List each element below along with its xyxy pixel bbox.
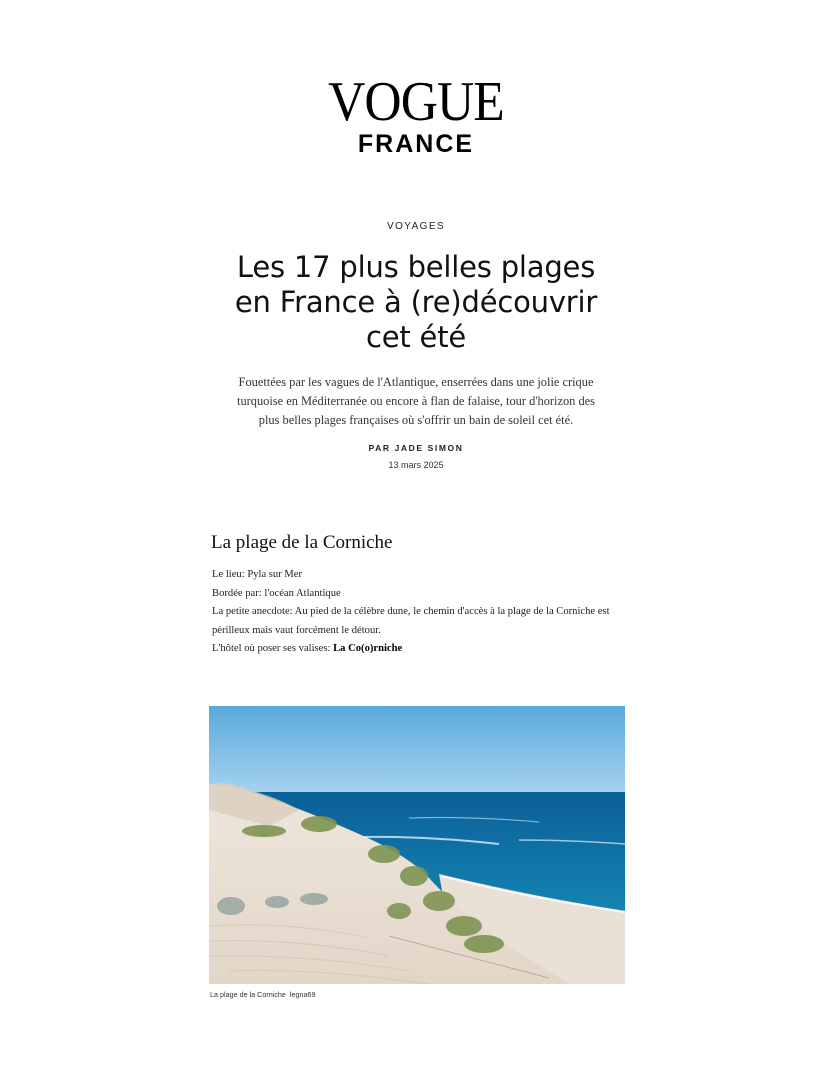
fact-anecdote-value: Au pied de la célèbre dune, le chemin d'accès à la plage de la Corniche est périlleux mais vaut forcément le détour. xyxy=(212,606,610,636)
fact-place-label: Le lieu: xyxy=(212,569,245,580)
caption-credit: legna69 xyxy=(289,990,316,999)
fact-border xyxy=(212,585,632,604)
vogue-france-logo[interactable] xyxy=(0,71,832,159)
beach-photo[interactable] xyxy=(209,706,625,984)
fact-border-label: Bordée par: xyxy=(212,587,262,599)
fact-anecdote-label: La petite anecdote: xyxy=(212,606,293,617)
publish-date: 13 mars 2025 xyxy=(388,460,444,470)
beach-photo-illustration xyxy=(209,706,625,984)
section-heading: La plage de la Corniche xyxy=(211,532,393,553)
category-link[interactable]: VOYAGES xyxy=(387,221,445,232)
beach-facts xyxy=(212,566,632,659)
article-dek: Fouettées par les vagues de l'Atlantique, enserrées dans une jolie crique turquoise en Méditerranée ou encore à flan de falaise, tour d'horizon des plus belles plages françaises où s'offrir un bain de soleil cet été. xyxy=(237,375,595,427)
fact-border-value: l'océan Atlantique xyxy=(264,587,341,599)
fact-anecdote xyxy=(212,603,632,640)
fact-place xyxy=(212,566,632,585)
fact-hotel xyxy=(212,640,632,659)
logo-edition: FRANCE xyxy=(357,130,475,158)
fact-hotel-label: L'hôtel où poser ses valises: xyxy=(212,643,331,654)
logo-wordmark: VOGUE xyxy=(328,71,504,133)
author-byline[interactable]: PAR JADE SIMON xyxy=(368,443,464,453)
caption-title: La plage de la Corniche xyxy=(210,990,286,999)
article-headline: Les 17 plus belles plages en France à (re)découvrir cet été xyxy=(234,250,598,354)
fact-place-value: Pyla sur Mer xyxy=(247,569,303,580)
hotel-link[interactable]: La Co(o)rniche xyxy=(333,643,403,654)
photo-caption xyxy=(210,990,316,999)
